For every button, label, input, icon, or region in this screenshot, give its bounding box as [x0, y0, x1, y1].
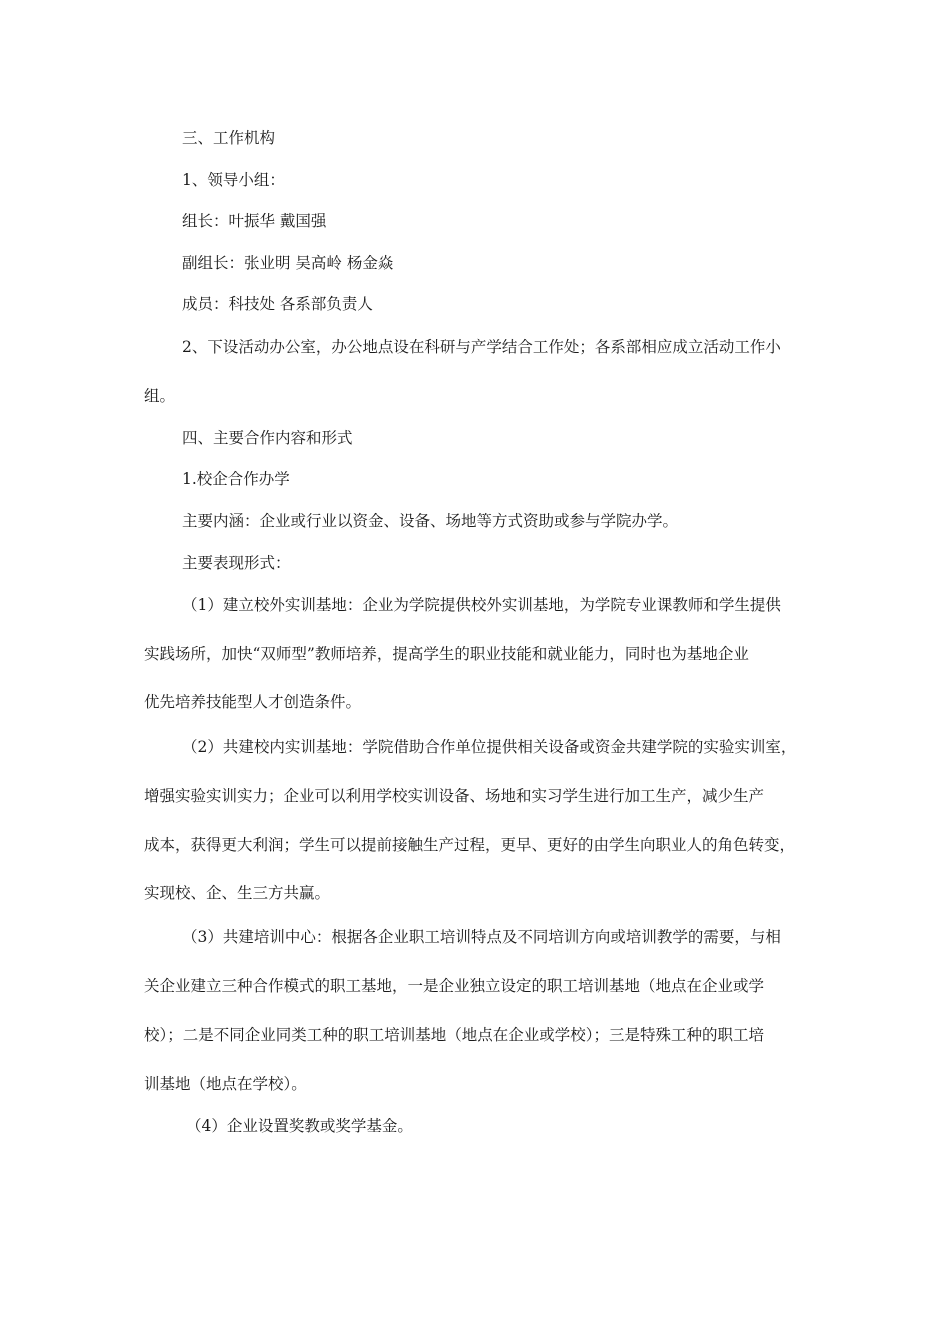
form2-line1: （2）共建校内实训基地：学院借助合作单位提供相关设备或资金共建学院的实验实训室， — [182, 738, 797, 756]
form3-line2: 关企业建立三种合作模式的职工基地，一是企业独立设定的职工培训基地（地点在企业或学 — [144, 977, 765, 995]
group-leader-line: 组长：叶振华 戴国强 — [182, 212, 327, 230]
form3-line4: 训基地（地点在学校）。 — [144, 1075, 307, 1093]
subsection1-heading: 1.校企合作办学 — [182, 470, 290, 488]
form2-line2: 增强实验实训实力；企业可以利用学校实训设备、场地和实习学生进行加工生产，减少生产 — [144, 787, 765, 805]
form2-line4: 实现校、企、生三方共赢。 — [144, 884, 331, 902]
section3-heading: 三、工作机构 — [182, 129, 276, 147]
form1-line3: 优先培养技能型人才创造条件。 — [144, 693, 362, 711]
form3-line3: 校）；二是不同企业同类工种的职工培训基地（地点在企业或学校）；三是特殊工种的职工培 — [144, 1026, 765, 1044]
form3-line1: （3）共建培训中心：根据各企业职工培训特点及不同培训方向或培训教学的需要，与相 — [182, 928, 781, 946]
connotation-line: 主要内涵：企业或行业以资金、设备、场地等方式资助或参与学院办学。 — [182, 512, 679, 530]
section4-heading: 四、主要合作内容和形式 — [182, 429, 353, 447]
members-line: 成员：科技处 各系部负责人 — [182, 295, 373, 313]
forms-label: 主要表现形式： — [182, 554, 291, 572]
form2-line3: 成本，获得更大利润；学生可以提前接触生产过程，更早、更好的由学生向职业人的角色转变， — [144, 836, 796, 854]
office-paragraph-line1: 2、下设活动办公室，办公地点设在科研与产学结合工作处；各系部相应成立活动工作小 — [182, 338, 781, 356]
form4-line1: （4）企业设置奖教或奖学基金。 — [186, 1117, 413, 1135]
form1-line1: （1）建立校外实训基地：企业为学院提供校外实训基地，为学院专业课教师和学生提供 — [182, 596, 781, 614]
office-paragraph-line2: 组。 — [144, 387, 176, 405]
leadership-group-item: 1、领导小组： — [182, 171, 285, 189]
form1-line2: 实践场所，加快“双师型”教师培养，提高学生的职业技能和就业能力，同时也为基地企业 — [144, 645, 749, 663]
vice-leader-line: 副组长：张业明 吴高岭 杨金焱 — [182, 254, 394, 272]
